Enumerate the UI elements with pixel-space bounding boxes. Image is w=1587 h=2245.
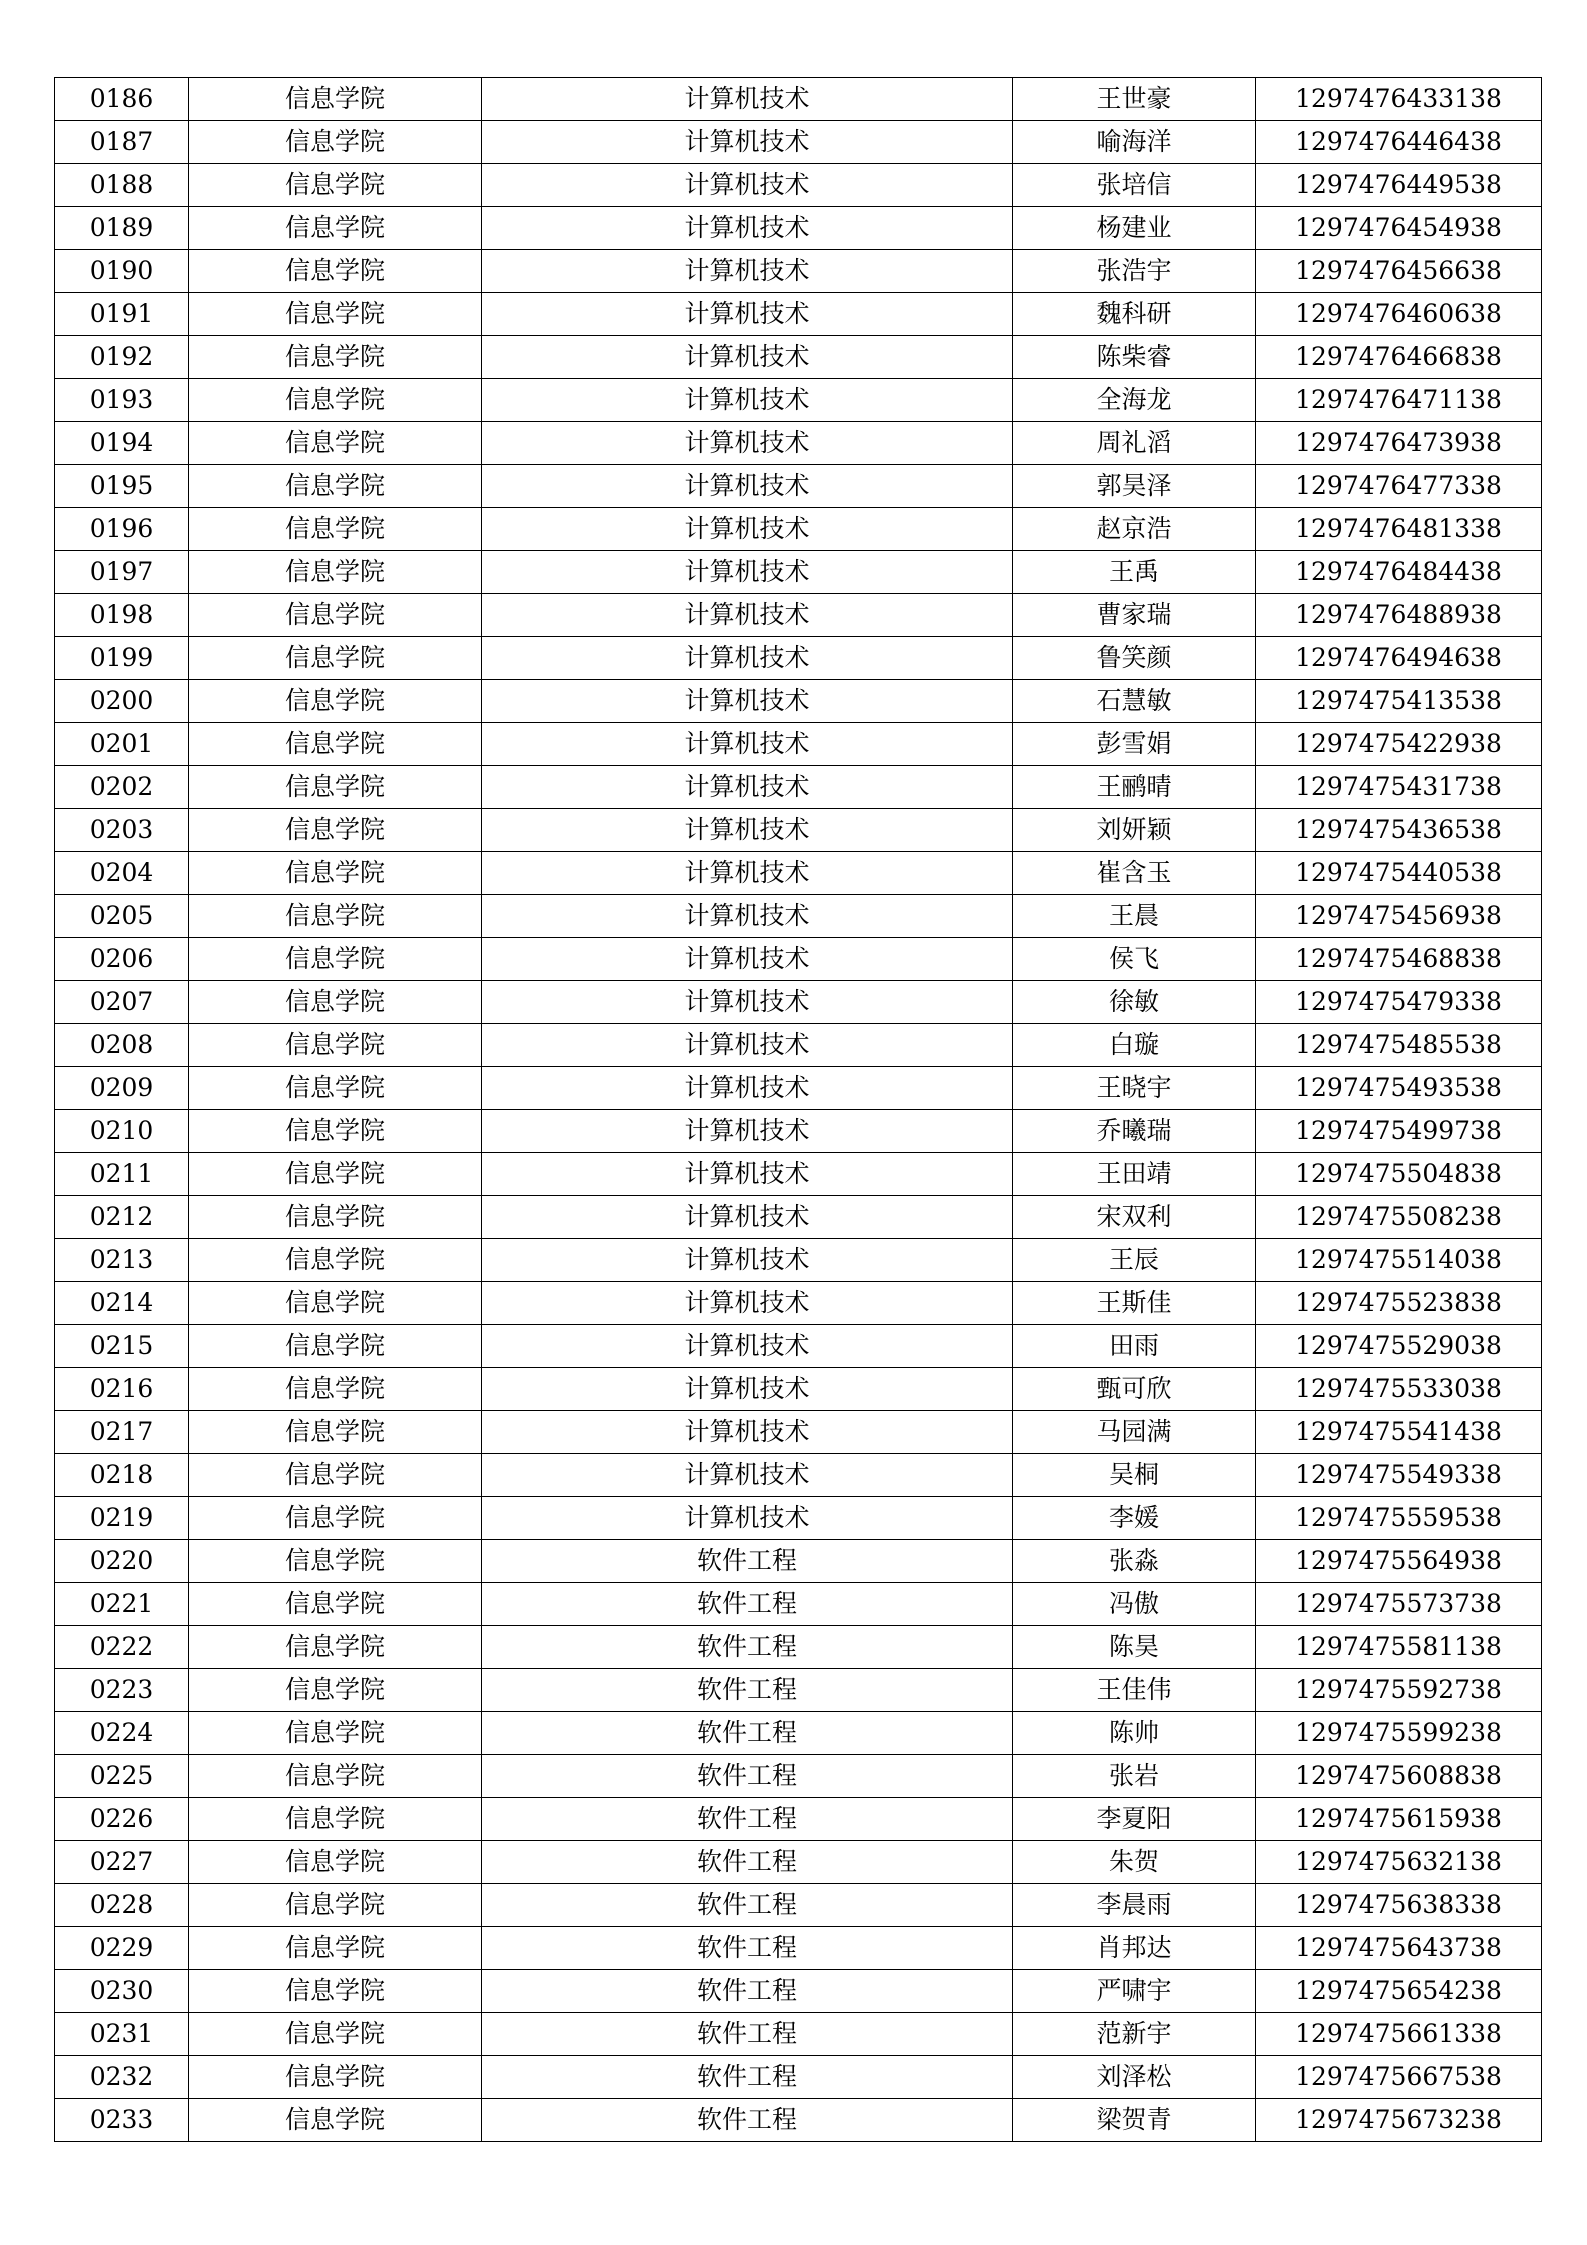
- college-cell: 信息学院: [189, 1497, 482, 1540]
- name-cell: 徐敏: [1013, 981, 1256, 1024]
- table-row: [55, 1540, 1542, 1583]
- exam-id-cell: 1297476494638: [1256, 637, 1542, 680]
- table-row: [55, 594, 1542, 637]
- serial-number-cell: 0216: [55, 1368, 189, 1411]
- college-cell: 信息学院: [189, 1325, 482, 1368]
- serial-number-cell: 0197: [55, 551, 189, 594]
- serial-number-cell: 0230: [55, 1970, 189, 2013]
- major-cell: 计算机技术: [482, 895, 1013, 938]
- college-cell: 信息学院: [189, 723, 482, 766]
- college-cell: 信息学院: [189, 981, 482, 1024]
- table-row: [55, 1411, 1542, 1454]
- name-cell: 王晓宇: [1013, 1067, 1256, 1110]
- major-cell: 软件工程: [482, 1669, 1013, 1712]
- table-row: [55, 1196, 1542, 1239]
- serial-number-cell: 0206: [55, 938, 189, 981]
- college-cell: 信息学院: [189, 121, 482, 164]
- exam-id-cell: 1297475436538: [1256, 809, 1542, 852]
- table-row: [55, 938, 1542, 981]
- exam-id-cell: 1297476433138: [1256, 78, 1542, 121]
- college-cell: 信息学院: [189, 2099, 482, 2142]
- major-cell: 计算机技术: [482, 1411, 1013, 1454]
- exam-id-cell: 1297476477338: [1256, 465, 1542, 508]
- major-cell: 软件工程: [482, 2056, 1013, 2099]
- major-cell: 计算机技术: [482, 981, 1013, 1024]
- name-cell: 郭昊泽: [1013, 465, 1256, 508]
- table-row: [55, 1798, 1542, 1841]
- table-row: [55, 250, 1542, 293]
- exam-id-cell: 1297475523838: [1256, 1282, 1542, 1325]
- college-cell: 信息学院: [189, 1583, 482, 1626]
- college-cell: 信息学院: [189, 766, 482, 809]
- college-cell: 信息学院: [189, 1970, 482, 2013]
- exam-id-cell: 1297475673238: [1256, 2099, 1542, 2142]
- name-cell: 陈昊: [1013, 1626, 1256, 1669]
- major-cell: 计算机技术: [482, 379, 1013, 422]
- college-cell: 信息学院: [189, 78, 482, 121]
- name-cell: 冯傲: [1013, 1583, 1256, 1626]
- serial-number-cell: 0221: [55, 1583, 189, 1626]
- exam-id-cell: 1297475638338: [1256, 1884, 1542, 1927]
- exam-id-cell: 1297476471138: [1256, 379, 1542, 422]
- name-cell: 魏科研: [1013, 293, 1256, 336]
- serial-number-cell: 0227: [55, 1841, 189, 1884]
- major-cell: 计算机技术: [482, 465, 1013, 508]
- name-cell: 张岩: [1013, 1755, 1256, 1798]
- name-cell: 彭雪娟: [1013, 723, 1256, 766]
- major-cell: 软件工程: [482, 1798, 1013, 1841]
- name-cell: 王佳伟: [1013, 1669, 1256, 1712]
- major-cell: 软件工程: [482, 1884, 1013, 1927]
- college-cell: 信息学院: [189, 637, 482, 680]
- major-cell: 计算机技术: [482, 637, 1013, 680]
- name-cell: 全海龙: [1013, 379, 1256, 422]
- serial-number-cell: 0213: [55, 1239, 189, 1282]
- name-cell: 曹家瑞: [1013, 594, 1256, 637]
- table-row: [55, 809, 1542, 852]
- exam-id-cell: 1297475541438: [1256, 1411, 1542, 1454]
- serial-number-cell: 0200: [55, 680, 189, 723]
- table-row: [55, 293, 1542, 336]
- college-cell: 信息学院: [189, 1755, 482, 1798]
- name-cell: 赵京浩: [1013, 508, 1256, 551]
- exam-id-cell: 1297475661338: [1256, 2013, 1542, 2056]
- college-cell: 信息学院: [189, 809, 482, 852]
- serial-number-cell: 0196: [55, 508, 189, 551]
- exam-id-cell: 1297475581138: [1256, 1626, 1542, 1669]
- name-cell: 肖邦达: [1013, 1927, 1256, 1970]
- name-cell: 喻海洋: [1013, 121, 1256, 164]
- serial-number-cell: 0231: [55, 2013, 189, 2056]
- table-row: [55, 2013, 1542, 2056]
- major-cell: 计算机技术: [482, 723, 1013, 766]
- table-row: [55, 379, 1542, 422]
- table-row: [55, 895, 1542, 938]
- name-cell: 张淼: [1013, 1540, 1256, 1583]
- table-row: [55, 1583, 1542, 1626]
- name-cell: 王禹: [1013, 551, 1256, 594]
- table-row: [55, 78, 1542, 121]
- serial-number-cell: 0214: [55, 1282, 189, 1325]
- college-cell: 信息学院: [189, 379, 482, 422]
- table-row: [55, 508, 1542, 551]
- exam-id-cell: 1297476454938: [1256, 207, 1542, 250]
- major-cell: 软件工程: [482, 1841, 1013, 1884]
- exam-id-cell: 1297476488938: [1256, 594, 1542, 637]
- major-cell: 计算机技术: [482, 1067, 1013, 1110]
- name-cell: 张浩宇: [1013, 250, 1256, 293]
- college-cell: 信息学院: [189, 250, 482, 293]
- serial-number-cell: 0210: [55, 1110, 189, 1153]
- exam-id-cell: 1297475592738: [1256, 1669, 1542, 1712]
- exam-id-cell: 1297475667538: [1256, 2056, 1542, 2099]
- college-cell: 信息学院: [189, 1540, 482, 1583]
- major-cell: 计算机技术: [482, 1024, 1013, 1067]
- college-cell: 信息学院: [189, 1927, 482, 1970]
- major-cell: 计算机技术: [482, 293, 1013, 336]
- name-cell: 朱贺: [1013, 1841, 1256, 1884]
- exam-id-cell: 1297475615938: [1256, 1798, 1542, 1841]
- name-cell: 鲁笑颜: [1013, 637, 1256, 680]
- table-row: [55, 1669, 1542, 1712]
- exam-id-cell: 1297475514038: [1256, 1239, 1542, 1282]
- table-row: [55, 680, 1542, 723]
- college-cell: 信息学院: [189, 1153, 482, 1196]
- exam-id-cell: 1297475549338: [1256, 1454, 1542, 1497]
- exam-id-cell: 1297475529038: [1256, 1325, 1542, 1368]
- serial-number-cell: 0191: [55, 293, 189, 336]
- major-cell: 计算机技术: [482, 422, 1013, 465]
- name-cell: 马园满: [1013, 1411, 1256, 1454]
- exam-id-cell: 1297475573738: [1256, 1583, 1542, 1626]
- table-row: [55, 2056, 1542, 2099]
- major-cell: 计算机技术: [482, 207, 1013, 250]
- exam-id-cell: 1297476473938: [1256, 422, 1542, 465]
- exam-id-cell: 1297475632138: [1256, 1841, 1542, 1884]
- major-cell: 计算机技术: [482, 1368, 1013, 1411]
- serial-number-cell: 0211: [55, 1153, 189, 1196]
- name-cell: 宋双利: [1013, 1196, 1256, 1239]
- major-cell: 计算机技术: [482, 594, 1013, 637]
- serial-number-cell: 0223: [55, 1669, 189, 1712]
- exam-id-cell: 1297476449538: [1256, 164, 1542, 207]
- name-cell: 梁贺青: [1013, 2099, 1256, 2142]
- name-cell: 李媛: [1013, 1497, 1256, 1540]
- exam-id-cell: 1297475422938: [1256, 723, 1542, 766]
- college-cell: 信息学院: [189, 1626, 482, 1669]
- exam-id-cell: 1297475533038: [1256, 1368, 1542, 1411]
- major-cell: 计算机技术: [482, 1110, 1013, 1153]
- major-cell: 计算机技术: [482, 1153, 1013, 1196]
- name-cell: 王斯佳: [1013, 1282, 1256, 1325]
- serial-number-cell: 0205: [55, 895, 189, 938]
- table-row: [55, 1067, 1542, 1110]
- table-row: [55, 1755, 1542, 1798]
- college-cell: 信息学院: [189, 1669, 482, 1712]
- major-cell: 计算机技术: [482, 164, 1013, 207]
- table-row: [55, 766, 1542, 809]
- college-cell: 信息学院: [189, 551, 482, 594]
- serial-number-cell: 0224: [55, 1712, 189, 1755]
- serial-number-cell: 0232: [55, 2056, 189, 2099]
- roster-page: [54, 77, 1541, 2142]
- college-cell: 信息学院: [189, 680, 482, 723]
- college-cell: 信息学院: [189, 508, 482, 551]
- major-cell: 软件工程: [482, 2013, 1013, 2056]
- name-cell: 吴桐: [1013, 1454, 1256, 1497]
- college-cell: 信息学院: [189, 1411, 482, 1454]
- serial-number-cell: 0212: [55, 1196, 189, 1239]
- major-cell: 软件工程: [482, 2099, 1013, 2142]
- name-cell: 陈帅: [1013, 1712, 1256, 1755]
- exam-id-cell: 1297475508238: [1256, 1196, 1542, 1239]
- table-row: [55, 1110, 1542, 1153]
- name-cell: 王鹂晴: [1013, 766, 1256, 809]
- table-row: [55, 1841, 1542, 1884]
- table-row: [55, 1282, 1542, 1325]
- exam-id-cell: 1297475431738: [1256, 766, 1542, 809]
- college-cell: 信息学院: [189, 1067, 482, 1110]
- table-row: [55, 1454, 1542, 1497]
- college-cell: 信息学院: [189, 895, 482, 938]
- name-cell: 王辰: [1013, 1239, 1256, 1282]
- exam-id-cell: 1297476481338: [1256, 508, 1542, 551]
- college-cell: 信息学院: [189, 594, 482, 637]
- serial-number-cell: 0220: [55, 1540, 189, 1583]
- table-row: [55, 1153, 1542, 1196]
- college-cell: 信息学院: [189, 1024, 482, 1067]
- major-cell: 计算机技术: [482, 1239, 1013, 1282]
- table-row: [55, 981, 1542, 1024]
- college-cell: 信息学院: [189, 1884, 482, 1927]
- college-cell: 信息学院: [189, 465, 482, 508]
- college-cell: 信息学院: [189, 1798, 482, 1841]
- exam-id-cell: 1297475564938: [1256, 1540, 1542, 1583]
- major-cell: 计算机技术: [482, 1196, 1013, 1239]
- major-cell: 计算机技术: [482, 551, 1013, 594]
- table-row: [55, 1712, 1542, 1755]
- exam-id-cell: 1297476456638: [1256, 250, 1542, 293]
- major-cell: 计算机技术: [482, 1454, 1013, 1497]
- college-cell: 信息学院: [189, 336, 482, 379]
- name-cell: 李晨雨: [1013, 1884, 1256, 1927]
- exam-id-cell: 1297475608838: [1256, 1755, 1542, 1798]
- exam-id-cell: 1297475599238: [1256, 1712, 1542, 1755]
- serial-number-cell: 0204: [55, 852, 189, 895]
- major-cell: 软件工程: [482, 1583, 1013, 1626]
- college-cell: 信息学院: [189, 2013, 482, 2056]
- name-cell: 周礼滔: [1013, 422, 1256, 465]
- exam-id-cell: 1297475468838: [1256, 938, 1542, 981]
- serial-number-cell: 0194: [55, 422, 189, 465]
- major-cell: 计算机技术: [482, 121, 1013, 164]
- table-row: [55, 465, 1542, 508]
- serial-number-cell: 0209: [55, 1067, 189, 1110]
- name-cell: 侯飞: [1013, 938, 1256, 981]
- college-cell: 信息学院: [189, 1282, 482, 1325]
- table-row: [55, 336, 1542, 379]
- college-cell: 信息学院: [189, 164, 482, 207]
- name-cell: 刘妍颖: [1013, 809, 1256, 852]
- serial-number-cell: 0207: [55, 981, 189, 1024]
- table-row: [55, 723, 1542, 766]
- major-cell: 软件工程: [482, 1626, 1013, 1669]
- major-cell: 软件工程: [482, 1927, 1013, 1970]
- name-cell: 李夏阳: [1013, 1798, 1256, 1841]
- major-cell: 计算机技术: [482, 250, 1013, 293]
- exam-id-cell: 1297475504838: [1256, 1153, 1542, 1196]
- college-cell: 信息学院: [189, 852, 482, 895]
- exam-id-cell: 1297475485538: [1256, 1024, 1542, 1067]
- major-cell: 软件工程: [482, 1540, 1013, 1583]
- major-cell: 计算机技术: [482, 78, 1013, 121]
- exam-id-cell: 1297475440538: [1256, 852, 1542, 895]
- table-row: [55, 1927, 1542, 1970]
- serial-number-cell: 0226: [55, 1798, 189, 1841]
- serial-number-cell: 0229: [55, 1927, 189, 1970]
- exam-id-cell: 1297475413538: [1256, 680, 1542, 723]
- serial-number-cell: 0187: [55, 121, 189, 164]
- major-cell: 计算机技术: [482, 508, 1013, 551]
- major-cell: 计算机技术: [482, 852, 1013, 895]
- college-cell: 信息学院: [189, 1712, 482, 1755]
- serial-number-cell: 0195: [55, 465, 189, 508]
- serial-number-cell: 0217: [55, 1411, 189, 1454]
- name-cell: 王晨: [1013, 895, 1256, 938]
- major-cell: 软件工程: [482, 1712, 1013, 1755]
- name-cell: 甄可欣: [1013, 1368, 1256, 1411]
- table-row: [55, 1368, 1542, 1411]
- exam-id-cell: 1297475559538: [1256, 1497, 1542, 1540]
- name-cell: 乔曦瑞: [1013, 1110, 1256, 1153]
- exam-id-cell: 1297475643738: [1256, 1927, 1542, 1970]
- serial-number-cell: 0189: [55, 207, 189, 250]
- serial-number-cell: 0202: [55, 766, 189, 809]
- major-cell: 软件工程: [482, 1970, 1013, 2013]
- major-cell: 计算机技术: [482, 680, 1013, 723]
- college-cell: 信息学院: [189, 207, 482, 250]
- table-row: [55, 2099, 1542, 2142]
- table-row: [55, 164, 1542, 207]
- table-row: [55, 121, 1542, 164]
- exam-id-cell: 1297475654238: [1256, 1970, 1542, 2013]
- exam-id-cell: 1297475499738: [1256, 1110, 1542, 1153]
- exam-id-cell: 1297476446438: [1256, 121, 1542, 164]
- name-cell: 王世豪: [1013, 78, 1256, 121]
- table-row: [55, 1024, 1542, 1067]
- college-cell: 信息学院: [189, 938, 482, 981]
- serial-number-cell: 0208: [55, 1024, 189, 1067]
- major-cell: 计算机技术: [482, 938, 1013, 981]
- college-cell: 信息学院: [189, 1110, 482, 1153]
- major-cell: 计算机技术: [482, 809, 1013, 852]
- college-cell: 信息学院: [189, 1454, 482, 1497]
- table-row: [55, 207, 1542, 250]
- table-row: [55, 551, 1542, 594]
- exam-id-cell: 1297476484438: [1256, 551, 1542, 594]
- college-cell: 信息学院: [189, 293, 482, 336]
- name-cell: 崔含玉: [1013, 852, 1256, 895]
- major-cell: 计算机技术: [482, 766, 1013, 809]
- roster-table-body: [55, 78, 1542, 2142]
- serial-number-cell: 0228: [55, 1884, 189, 1927]
- name-cell: 范新宇: [1013, 2013, 1256, 2056]
- name-cell: 王田靖: [1013, 1153, 1256, 1196]
- serial-number-cell: 0203: [55, 809, 189, 852]
- college-cell: 信息学院: [189, 1841, 482, 1884]
- table-row: [55, 1970, 1542, 2013]
- serial-number-cell: 0225: [55, 1755, 189, 1798]
- major-cell: 计算机技术: [482, 1497, 1013, 1540]
- serial-number-cell: 0219: [55, 1497, 189, 1540]
- exam-id-cell: 1297476460638: [1256, 293, 1542, 336]
- name-cell: 陈柴睿: [1013, 336, 1256, 379]
- table-row: [55, 1884, 1542, 1927]
- college-cell: 信息学院: [189, 1368, 482, 1411]
- exam-id-cell: 1297475479338: [1256, 981, 1542, 1024]
- major-cell: 计算机技术: [482, 1282, 1013, 1325]
- college-cell: 信息学院: [189, 1239, 482, 1282]
- serial-number-cell: 0190: [55, 250, 189, 293]
- college-cell: 信息学院: [189, 1196, 482, 1239]
- name-cell: 严啸宇: [1013, 1970, 1256, 2013]
- name-cell: 张培信: [1013, 164, 1256, 207]
- serial-number-cell: 0198: [55, 594, 189, 637]
- roster-table: [54, 77, 1542, 2142]
- name-cell: 田雨: [1013, 1325, 1256, 1368]
- major-cell: 软件工程: [482, 1755, 1013, 1798]
- serial-number-cell: 0193: [55, 379, 189, 422]
- serial-number-cell: 0188: [55, 164, 189, 207]
- table-row: [55, 852, 1542, 895]
- serial-number-cell: 0215: [55, 1325, 189, 1368]
- serial-number-cell: 0222: [55, 1626, 189, 1669]
- name-cell: 石慧敏: [1013, 680, 1256, 723]
- major-cell: 计算机技术: [482, 336, 1013, 379]
- serial-number-cell: 0199: [55, 637, 189, 680]
- exam-id-cell: 1297475493538: [1256, 1067, 1542, 1110]
- table-row: [55, 637, 1542, 680]
- serial-number-cell: 0201: [55, 723, 189, 766]
- table-row: [55, 422, 1542, 465]
- serial-number-cell: 0233: [55, 2099, 189, 2142]
- serial-number-cell: 0192: [55, 336, 189, 379]
- table-row: [55, 1497, 1542, 1540]
- name-cell: 刘泽松: [1013, 2056, 1256, 2099]
- college-cell: 信息学院: [189, 2056, 482, 2099]
- table-row: [55, 1325, 1542, 1368]
- exam-id-cell: 1297475456938: [1256, 895, 1542, 938]
- serial-number-cell: 0218: [55, 1454, 189, 1497]
- serial-number-cell: 0186: [55, 78, 189, 121]
- name-cell: 白璇: [1013, 1024, 1256, 1067]
- major-cell: 计算机技术: [482, 1325, 1013, 1368]
- table-row: [55, 1626, 1542, 1669]
- exam-id-cell: 1297476466838: [1256, 336, 1542, 379]
- college-cell: 信息学院: [189, 422, 482, 465]
- table-row: [55, 1239, 1542, 1282]
- name-cell: 杨建业: [1013, 207, 1256, 250]
